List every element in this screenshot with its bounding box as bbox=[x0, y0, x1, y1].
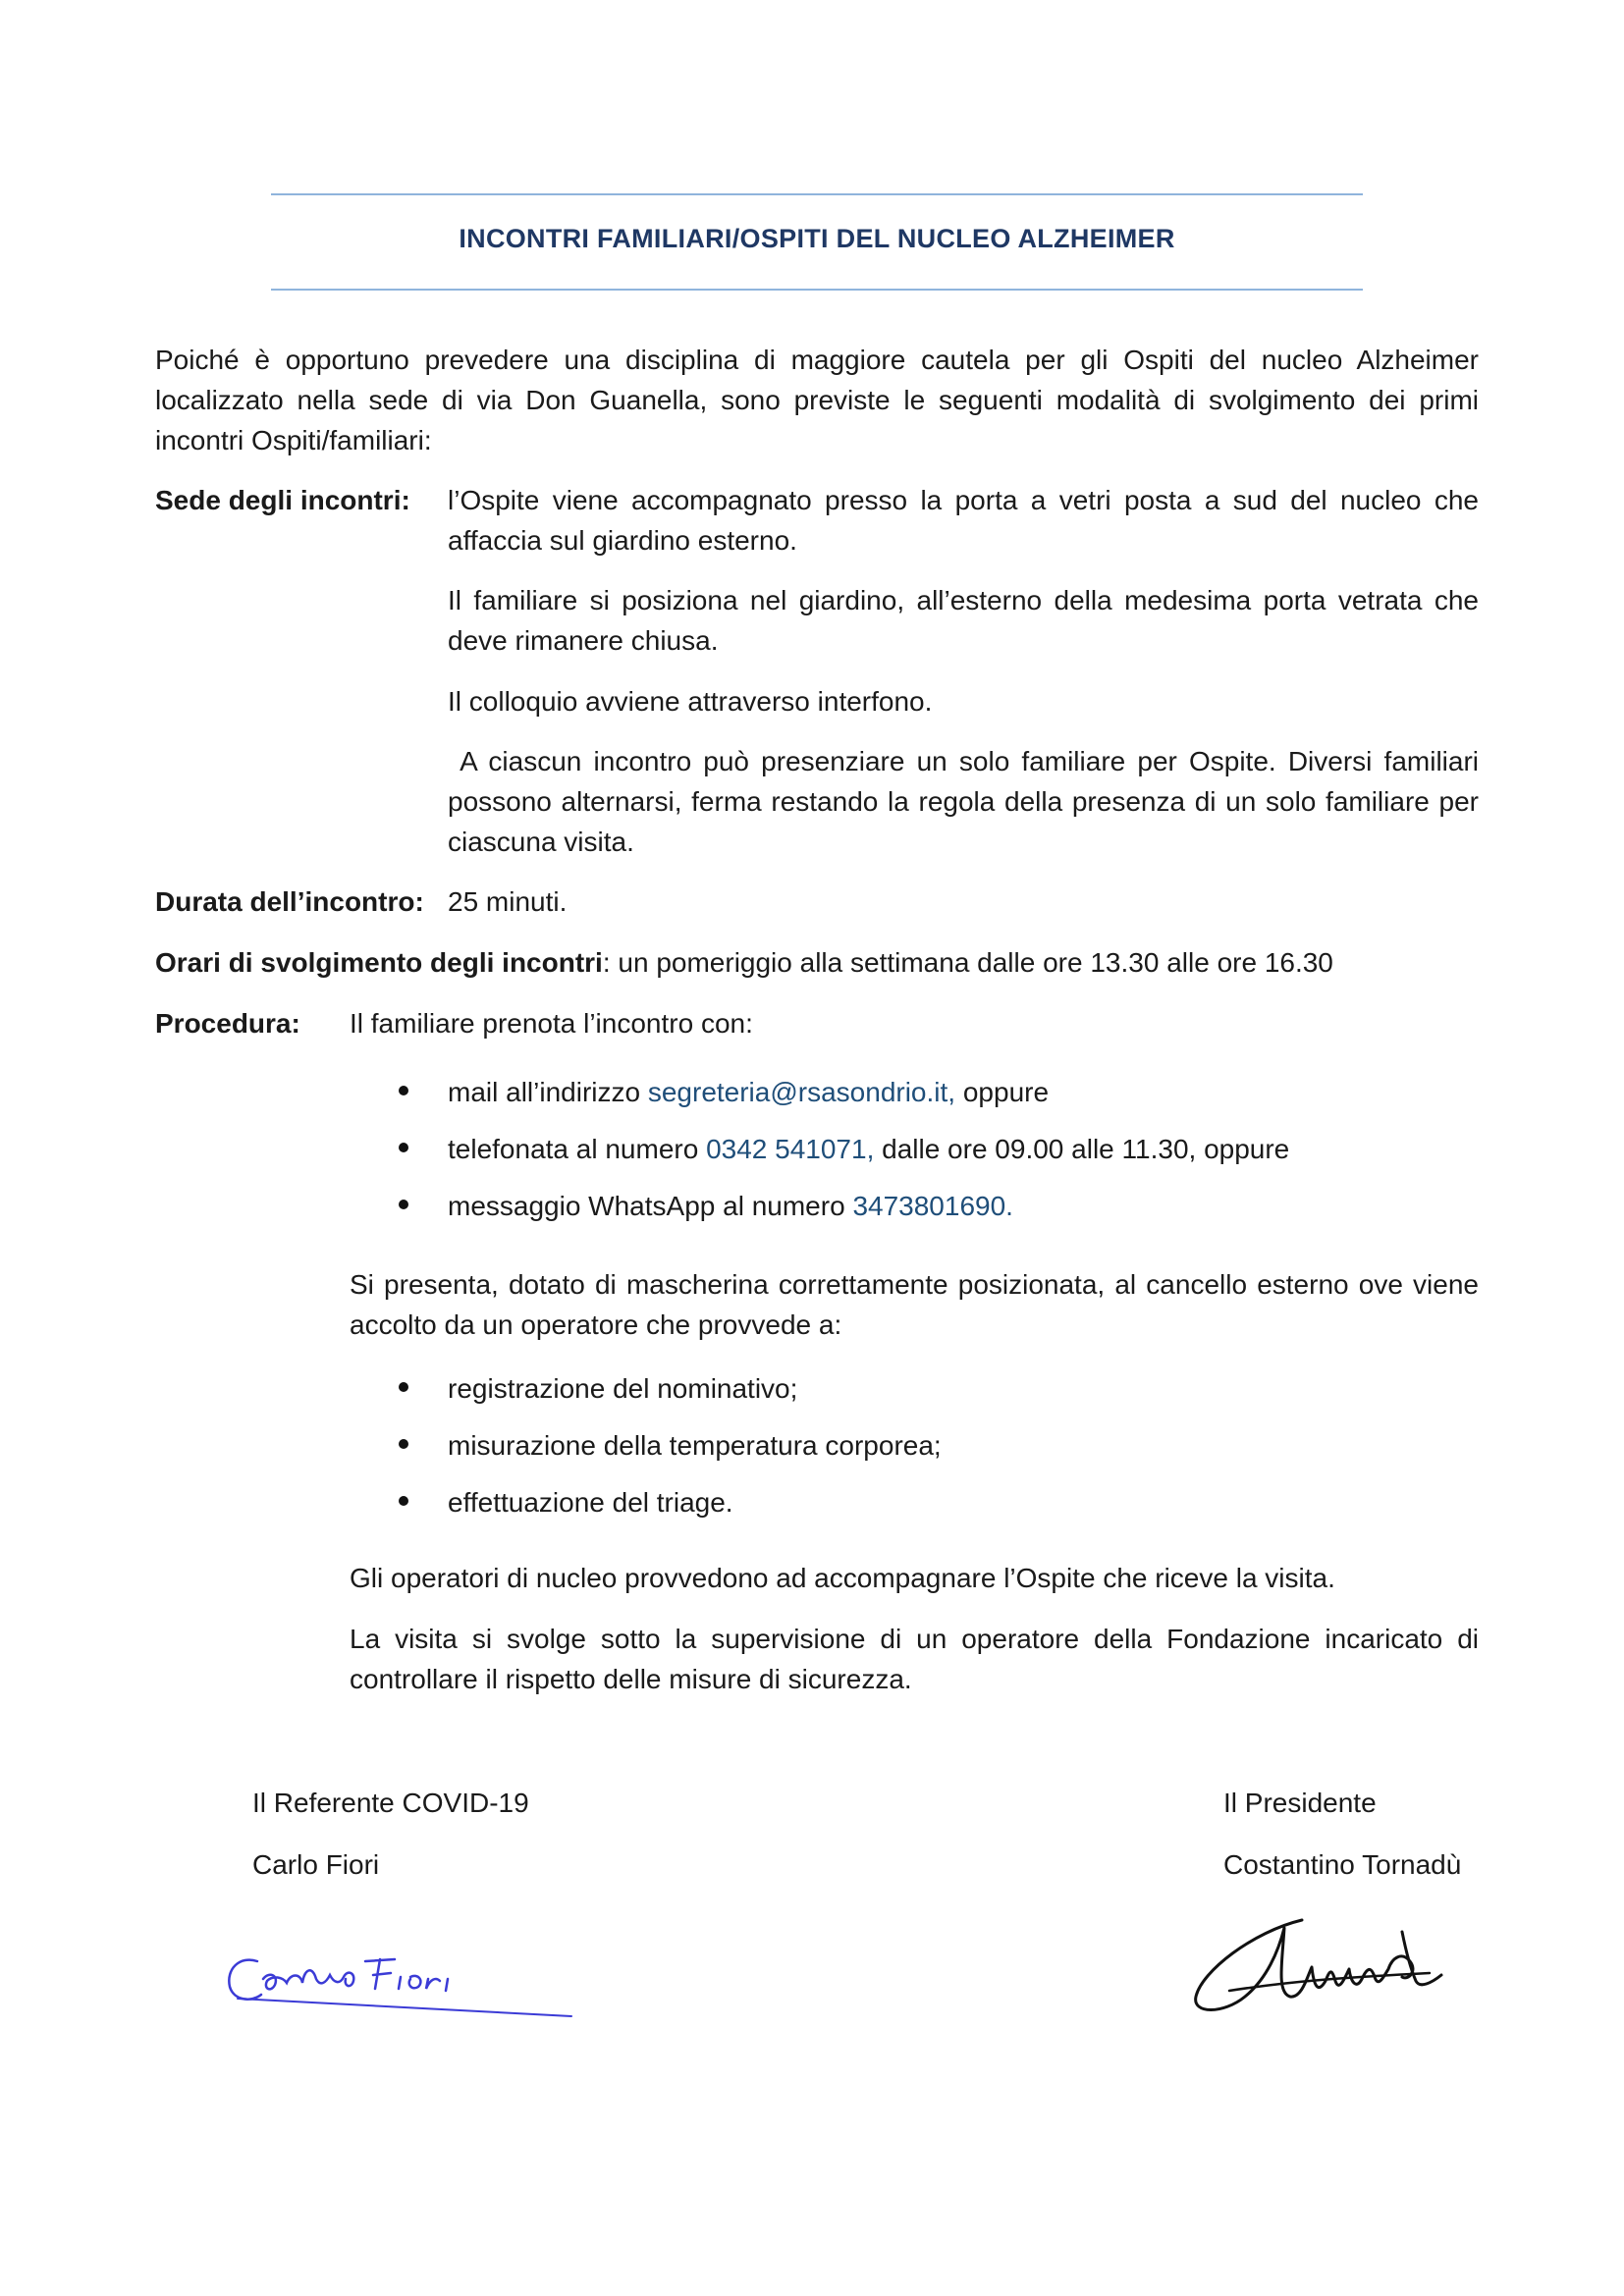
header-bottom-rule bbox=[271, 289, 1363, 291]
list-item: messaggio WhatsApp al numero 3473801690. bbox=[350, 1186, 1479, 1226]
closing-paragraph-2: La visita si svolge sotto la supervisione di un operatore della Fondazione incaricato di controllare il rispetto delle misure di sicurezza. bbox=[350, 1624, 1479, 1694]
list-item: mail all’indirizzo segreteria@rsasondrio.it, oppure bbox=[350, 1072, 1479, 1112]
sede-paragraph-1: l’Ospite viene accompagnato presso la porta a vetri posta a sud del nucleo che affaccia sul giardino esterno. bbox=[448, 485, 1479, 556]
list-item: telefonata al numero 0342 541071, dalle ore 09.00 alle 11.30, oppure bbox=[350, 1129, 1479, 1169]
bullet-icon bbox=[399, 1439, 408, 1449]
intro-paragraph: Poiché è opportuno prevedere una disciplina di maggiore cautela per gli Ospiti del nucleo Alzheimer localizzato nella sede di via Don Guanella, sono previste le seguenti modalità di svolgimento dei primi incontri Ospiti/familiari: bbox=[155, 345, 1479, 455]
header-top-rule bbox=[271, 193, 1363, 195]
durata-label: Durata dell’incontro: bbox=[155, 886, 424, 917]
orari-label: Orari di svolgimento degli incontri bbox=[155, 947, 603, 978]
procedura-intro: Il familiare prenota l’incontro con: bbox=[350, 1008, 753, 1039]
phone-link[interactable]: 0342 541071, bbox=[706, 1134, 875, 1164]
bullet-icon bbox=[399, 1382, 408, 1392]
bullet-icon bbox=[399, 1200, 408, 1209]
orari-line bbox=[155, 942, 1479, 983]
left-signer-name: Carlo Fiori bbox=[252, 1849, 380, 1880]
list-item: misurazione della temperatura corporea; bbox=[350, 1425, 1479, 1466]
list-item: registrazione del nominativo; bbox=[350, 1368, 1479, 1409]
right-signer-role: Il Presidente bbox=[1223, 1788, 1377, 1818]
email-link[interactable]: segreteria@rsasondrio.it, bbox=[647, 1077, 956, 1107]
steps-list bbox=[350, 1368, 1479, 1522]
sede-paragraph-4: A ciascun incontro può presenziare un solo familiare per Ospite. Diversi familiari possono alternarsi, ferma restando la regola della presenza di un solo familiare per ciascuna visita. bbox=[448, 746, 1487, 857]
bullet-icon bbox=[399, 1086, 408, 1095]
right-handwritten-signature bbox=[1184, 1912, 1459, 2025]
sede-paragraph-3: Il colloquio avviene attraverso interfono. bbox=[448, 686, 933, 717]
bullet-icon bbox=[399, 1496, 408, 1506]
sede-label: Sede degli incontri: bbox=[155, 485, 410, 515]
orari-value: : un pomeriggio alla settimana dalle ore 13.30 alle ore 16.30 bbox=[602, 947, 1333, 978]
contact-list bbox=[350, 1072, 1479, 1226]
document-title: INCONTRI FAMILIARI/OSPITI DEL NUCLEO ALZHEIMER bbox=[459, 224, 1175, 253]
closing-paragraph-1: Gli operatori di nucleo provvedono ad accompagnare l’Ospite che riceve la visita. bbox=[350, 1563, 1335, 1593]
left-signer-role: Il Referente COVID-19 bbox=[252, 1788, 529, 1818]
right-signer-name: Costantino Tornadù bbox=[1223, 1849, 1462, 1880]
whatsapp-link[interactable]: 3473801690. bbox=[852, 1191, 1013, 1221]
procedura-label: Procedura: bbox=[155, 1008, 300, 1039]
list-item: effettuazione del triage. bbox=[350, 1482, 1479, 1522]
arrival-paragraph: Si presenta, dotato di mascherina correttamente posizionata, al cancello esterno ove viene accolto da un operatore che provvede a: bbox=[350, 1269, 1479, 1340]
durata-value: 25 minuti. bbox=[448, 886, 568, 917]
bullet-icon bbox=[399, 1143, 408, 1152]
sede-paragraph-2: Il familiare si posiziona nel giardino, all’esterno della medesima porta vetrata che deve rimanere chiusa. bbox=[448, 585, 1479, 656]
left-handwritten-signature bbox=[218, 1940, 581, 2028]
